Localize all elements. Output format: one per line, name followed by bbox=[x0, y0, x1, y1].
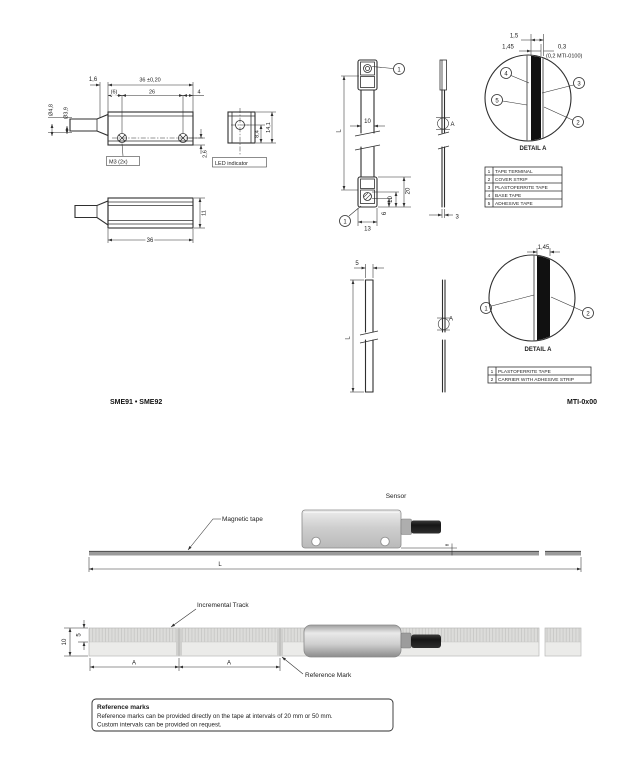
detail1-dim-cover-alt: (0,2 MTI-0100) bbox=[546, 53, 583, 60]
legend-row-num: 4 bbox=[487, 194, 491, 199]
terminal-height-label: 20 bbox=[405, 187, 412, 195]
legend-row-num: 2 bbox=[487, 178, 491, 183]
legend-row-label: ADHESIVE TAPE bbox=[495, 202, 533, 207]
dim-height-label: 14,1 bbox=[266, 122, 272, 133]
sensor-cable bbox=[411, 521, 441, 534]
led-indicator-label: LED indicator bbox=[215, 160, 249, 167]
dim-right-label: 4 bbox=[197, 89, 201, 96]
hole-dim-label: 10 bbox=[388, 196, 394, 203]
callout-plastoferrite-2: 1 bbox=[484, 306, 488, 313]
detail1-title: DETAIL A bbox=[519, 146, 547, 152]
detail-a-1 bbox=[485, 34, 585, 208]
installation-view bbox=[89, 493, 581, 572]
install-length-label: L bbox=[218, 562, 222, 568]
plastoferrite-strip-2 bbox=[537, 254, 550, 342]
note-line-1: Reference marks can be provided directly on the tape at intervals of 20 mm or 50 mm. bbox=[97, 713, 333, 720]
plastoferrite-strip bbox=[531, 54, 541, 142]
callout-base-tape: 4 bbox=[504, 71, 508, 78]
tape2-side-view bbox=[437, 280, 453, 392]
tape1-side-view bbox=[429, 60, 460, 221]
legend-row-label: BASE TAPE bbox=[495, 194, 522, 199]
legend2-row-num: 2 bbox=[490, 378, 494, 383]
detail2-legend-table bbox=[488, 367, 591, 383]
interval-a2-label: A bbox=[226, 660, 232, 667]
sensor-front-view bbox=[48, 77, 209, 166]
tape2-width-label: 5 bbox=[355, 261, 359, 267]
dia-cable-sleeve-label: Ø4,8 bbox=[48, 104, 55, 116]
callout-carrier: 2 bbox=[586, 311, 590, 318]
product-label-tape: MTI-0x00 bbox=[567, 399, 597, 406]
track-view bbox=[62, 602, 581, 679]
callout-1-bottom: 1 bbox=[343, 219, 347, 226]
legend2-row-label: PLASTOFERRITE TAPE bbox=[498, 370, 551, 375]
product-label-sensors: SME91 • SME92 bbox=[110, 399, 163, 406]
dim-cable-offset-label: 1,6 bbox=[88, 77, 98, 83]
interval-a1-label: A bbox=[131, 660, 137, 667]
track-height-label: 5 bbox=[76, 633, 83, 637]
cable-ferrule bbox=[401, 519, 412, 535]
section-a-marker-2 bbox=[438, 319, 449, 330]
sensor-hole-right bbox=[381, 537, 390, 546]
cable-ferrule bbox=[401, 633, 411, 648]
tape2-front-view bbox=[346, 261, 385, 392]
legend-row-num: 1 bbox=[487, 170, 491, 175]
callout-plastoferrite: 3 bbox=[577, 81, 581, 88]
note-box bbox=[92, 699, 393, 731]
gap-dim-label: 8 bbox=[444, 543, 450, 547]
thickness-label: 3 bbox=[455, 214, 459, 221]
callout-1-top: 1 bbox=[397, 67, 401, 74]
legend-row-label: COVER STRIP bbox=[495, 178, 528, 183]
legend2-row-num: 1 bbox=[490, 370, 494, 375]
terminal-width-label: 13 bbox=[364, 226, 371, 233]
section-a-label-2: A bbox=[449, 316, 454, 323]
tape-height-label: 10 bbox=[62, 638, 68, 646]
magnetic-tape-label: Magnetic tape bbox=[222, 516, 263, 523]
hole-edge-label: 6 bbox=[382, 211, 388, 216]
sensor-label: Sensor bbox=[385, 493, 407, 500]
dim-hole-bottom-label: 2,6 bbox=[202, 150, 209, 158]
detail1-dim-total: 1,5 bbox=[509, 33, 519, 40]
dim-length-label: 36 ±0,20 bbox=[139, 77, 161, 84]
detail2-title: DETAIL A bbox=[524, 347, 552, 353]
legend-row-num: 5 bbox=[487, 202, 491, 207]
detail1-dim-tape: 1,45 bbox=[502, 44, 514, 51]
reference-mark-label: Reference Mark bbox=[305, 672, 352, 679]
tape1-front-view bbox=[337, 60, 412, 233]
sensor-cable bbox=[411, 635, 441, 649]
section-a-marker bbox=[438, 118, 449, 129]
dim-led-height-label: 8,4 bbox=[254, 130, 261, 138]
detail-a-2 bbox=[481, 245, 594, 383]
detail1-legend-table bbox=[485, 167, 562, 207]
sensor-bottom-view bbox=[75, 198, 208, 244]
callout-adhesive-tape: 5 bbox=[495, 98, 499, 105]
detail2-dim-tape: 1,45 bbox=[537, 245, 550, 251]
tape1-length-label: L bbox=[336, 129, 343, 133]
note-line-2: Custom intervals can be provided on request. bbox=[97, 721, 222, 729]
legend-row-num: 3 bbox=[487, 186, 491, 191]
dia-cable-label: Ø3,9 bbox=[63, 107, 70, 119]
callout-cover-strip: 2 bbox=[576, 120, 580, 127]
legend-row-label: PLASTOFERRITE TAPE bbox=[495, 186, 548, 191]
dim-width-label: 11 bbox=[201, 210, 208, 216]
tape1-width-label: 10 bbox=[364, 119, 371, 125]
dim-hole-spacing-label: 26 bbox=[148, 89, 156, 96]
sensor-3d bbox=[302, 510, 441, 548]
dim-length-bottom-label: 36 bbox=[146, 238, 154, 245]
legend-row-label: TAPE TERMINAL bbox=[495, 170, 533, 175]
detail1-dim-cover: 0,3 bbox=[557, 44, 567, 51]
thread-label: M3 (2x) bbox=[109, 159, 128, 166]
note-title: Reference marks bbox=[97, 704, 150, 711]
tape2-length-label: L bbox=[345, 336, 352, 340]
sensor-hole-left bbox=[312, 537, 321, 546]
dim-hole-offset-label: (6) bbox=[110, 89, 118, 96]
incremental-track-label: Incremental Track bbox=[197, 602, 249, 609]
legend2-row-label: CARRIER WITH ADHESIVE STRIP bbox=[498, 378, 574, 383]
sensor-end-view bbox=[213, 108, 277, 167]
section-a-label: A bbox=[450, 122, 455, 128]
